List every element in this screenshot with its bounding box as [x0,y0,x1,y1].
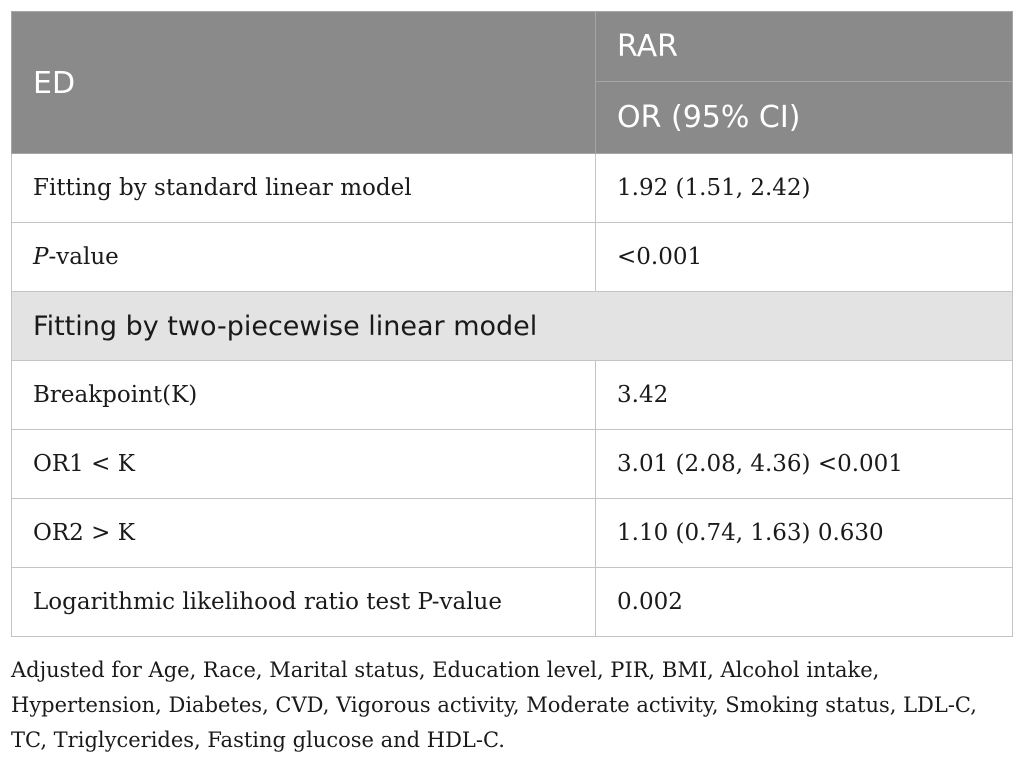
row-label: Logarithmic likelihood ratio test P-value [12,568,596,637]
p-rest: -value [48,244,119,270]
row-value: 3.42 [596,361,1013,430]
header-ed: ED [12,12,596,154]
header-or-ci: OR (95% CI) [596,82,1013,154]
row-label: Fitting by standard linear model [12,154,596,223]
table-body [12,154,1013,637]
row-value: 3.01 (2.08, 4.36) <0.001 [596,430,1013,499]
table-row [12,430,1013,499]
table-row [12,499,1013,568]
p-italic: P [33,244,49,270]
table-row [12,154,1013,223]
table-header [12,12,1013,154]
row-value: 1.10 (0.74, 1.63) 0.630 [596,499,1013,568]
row-label: OR2 > K [12,499,596,568]
results-table-container [11,11,1012,637]
section-row [12,292,1013,361]
results-table [11,11,1013,637]
row-value: 0.002 [596,568,1013,637]
table-row [12,568,1013,637]
section-label: Fitting by two-piecewise linear model [12,292,1013,361]
table-row [12,361,1013,430]
header-rar: RAR [596,12,1013,82]
row-value: <0.001 [596,223,1013,292]
table-row [12,223,1013,292]
row-label [12,223,596,292]
row-value: 1.92 (1.51, 2.42) [596,154,1013,223]
row-label: OR1 < K [12,430,596,499]
table-footnote: Adjusted for Age, Race, Marital status, Education level, PIR, BMI, Alcohol intake, Hypertension, Diabetes, CVD, Vigorous activity, Moderate activity, Smoking status, LDL-C, TC, Triglycerides, Fasting glucose and HDL-C. [11,658,977,752]
row-label: Breakpoint(K) [12,361,596,430]
